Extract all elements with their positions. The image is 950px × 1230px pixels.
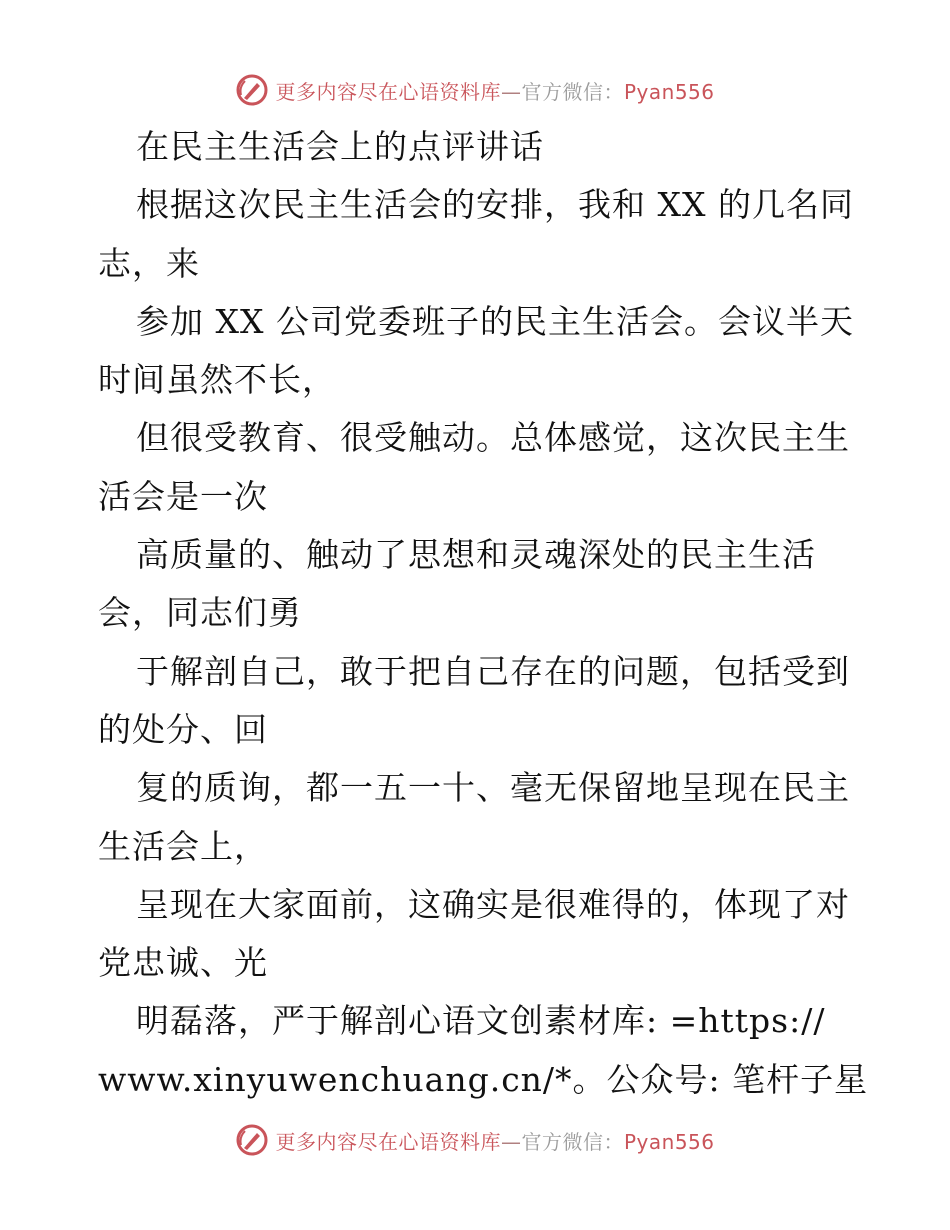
paragraph-line: 明磊落，严于解剖心语文创素材库: =https://: [136, 1001, 826, 1041]
pen-logo-icon: [235, 1123, 269, 1157]
banner-inner: [235, 1123, 714, 1157]
paragraph-line: 根据这次民主生活会的安排，我和 XX 的几名同: [136, 185, 854, 225]
banner-inner: [235, 73, 714, 107]
paragraph-line: 会，同志们勇: [98, 593, 302, 633]
footer-watermark-banner: [0, 1120, 950, 1160]
paragraph-line: 的处分、回: [98, 709, 268, 749]
paragraph-line: 呈现在大家面前，这确实是很难得的，体现了对: [136, 884, 850, 924]
document-title: 在民主生活会上的点评讲话: [136, 127, 544, 166]
paragraph-line: 活会是一次: [98, 476, 268, 516]
header-watermark-banner: [0, 70, 950, 110]
paragraph-line: 高质量的、触动了思想和灵魂深处的民主生活: [136, 535, 816, 575]
paragraph-line: 复的质询，都一五一十、毫无保留地呈现在民主: [136, 768, 850, 808]
pen-logo-icon: [235, 73, 269, 107]
paragraph-line: 于解剖自己，敢于把自己存在的问题，包括受到: [136, 651, 850, 691]
paragraph-line: 但很受教育、很受触动。总体感觉，这次民主生: [136, 418, 850, 458]
banner-text: 更多内容尽在心语资料库—官方微信：Pyan556: [275, 1129, 715, 1154]
paragraph-line: 生活会上，: [98, 826, 268, 866]
banner-text: 更多内容尽在心语资料库—官方微信：Pyan556: [275, 79, 715, 104]
paragraph-line: www.xinyuwenchuang.cn/*。公众号: 笔杆子星: [98, 1059, 869, 1099]
paragraph-line: 参加 XX 公司党委班子的民主生活会。会议半天: [136, 301, 854, 341]
paragraph-line: 党忠诚、光: [98, 943, 268, 983]
document-body: [98, 118, 869, 1109]
paragraph-line: 志，来: [98, 243, 200, 283]
paragraph-line: 时间虽然不长，: [98, 360, 336, 400]
